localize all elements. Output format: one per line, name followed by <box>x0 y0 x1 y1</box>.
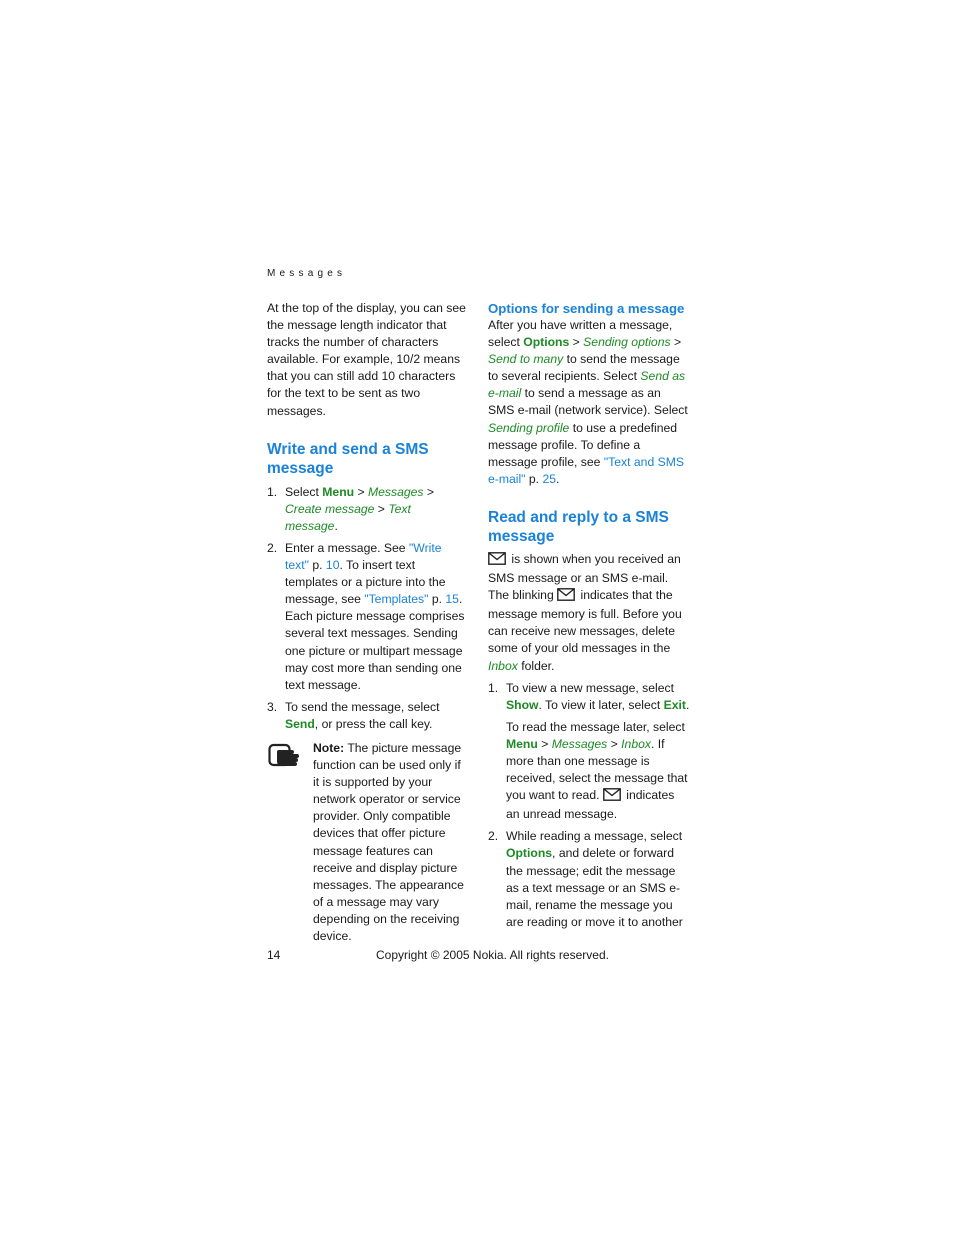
options-term: Options <box>506 846 553 861</box>
page-link-10[interactable]: 10 <box>325 558 340 573</box>
note-label: Note: <box>313 740 345 755</box>
sending-profile-term: Sending profile <box>488 420 570 435</box>
page-number: 14 <box>267 948 281 962</box>
envelope-blinking-icon <box>557 588 575 606</box>
create-message-term: Create message <box>285 501 375 516</box>
exit-term: Exit <box>663 697 686 712</box>
read-reply-heading: Read and reply to a SMS message <box>488 508 669 546</box>
read-steps-list <box>488 680 690 931</box>
list-item: 2. While reading a message, select Options, and delete or forward the message; edit the message as a text message or an SMS e-mail, rename the message you are reading or move it to another <box>488 829 683 929</box>
show-term: Show <box>506 697 539 712</box>
menu-term: Menu <box>506 736 538 751</box>
text-sms-email-link[interactable]: "Text and SMS e-mail" <box>488 454 685 486</box>
write-steps-list <box>267 484 467 733</box>
write-text-link[interactable]: "Write text" <box>285 540 442 573</box>
right-column <box>488 300 690 931</box>
intro-paragraph: At the top of the display, you can see the message length indicator that tracks the number of characters available. For example, 10/2 means that you can still add 10 characters for the text to be sent as two messages. <box>267 301 466 418</box>
list-item: 1. Select Menu > Messages > Create message > Text message. <box>267 484 435 533</box>
text-message-term: Text message <box>285 501 411 533</box>
messages-term: Messages <box>551 736 608 751</box>
inbox-term: Inbox <box>621 736 651 751</box>
messages-term: Messages <box>367 484 424 499</box>
list-item: 1. To view a new message, select Show. To view it later, select Exit. To read the message later, select Menu > Messages > Inbox. If more than one message is received, select the message that you want to read. indicates an unread message. <box>488 680 690 824</box>
send-as-email-term: Send as e-mail <box>488 369 686 401</box>
note-hand-icon <box>268 743 302 774</box>
send-to-many-term: Send to many <box>488 352 564 367</box>
inbox-term: Inbox <box>488 658 518 673</box>
options-term: Options <box>523 335 570 350</box>
unread-envelope-icon <box>603 788 621 806</box>
read-later-paragraph: To read the message later, select Menu > Messages > Inbox. If more than one message is received, select the message that you want to read. indicates an unread message. <box>506 719 688 822</box>
write-send-heading: Write and send a SMS message <box>267 440 429 478</box>
read-paragraph: is shown when you received an SMS message or an SMS e-mail. The blinking indicates that the message memory is full. Before you can receive new messages, delete some of your old messages in the Inbox folder. <box>488 551 682 673</box>
options-paragraph: After you have written a message, select Options > Sending options > Send to many to send the message to several recipients. Select Send as e-mail to send a message as an SMS e-mail (network service). Select Sending profile to use a predefined message profile. To define a message profile, see "Text and SMS e-mail" p. 25. <box>488 318 688 486</box>
list-item: 3. To send the message, select Send, or press the call key. <box>267 699 440 731</box>
envelope-icon <box>488 552 506 570</box>
send-term: Send <box>285 716 315 731</box>
sending-options-term: Sending options <box>583 335 671 350</box>
note-text: The picture message function can be used only if it is supported by your network operator or service provider. Only compatible devices that offer picture message features can receive and display picture messages. The appearance of a message may vary depending on the receiving device. <box>313 740 464 943</box>
list-item: 2. Enter a message. See "Write text" p. 10. To insert text templates or a picture into the message, see "Templates" p. 15. Each picture message comprises several text messages. Sending one picture or multipart message may cost more than sending one text message. <box>267 540 465 692</box>
templates-link[interactable]: "Templates" <box>364 592 429 607</box>
menu-term: Menu <box>322 484 355 499</box>
options-heading: Options for sending a message <box>488 301 685 316</box>
left-column <box>267 300 467 945</box>
running-header: Messages <box>267 268 347 279</box>
note-block <box>267 740 467 945</box>
page-link-15[interactable]: 15 <box>445 592 459 607</box>
page-link-25[interactable]: 25 <box>542 471 557 486</box>
copyright-notice: Copyright © 2005 Nokia. All rights reserved. <box>376 948 609 962</box>
